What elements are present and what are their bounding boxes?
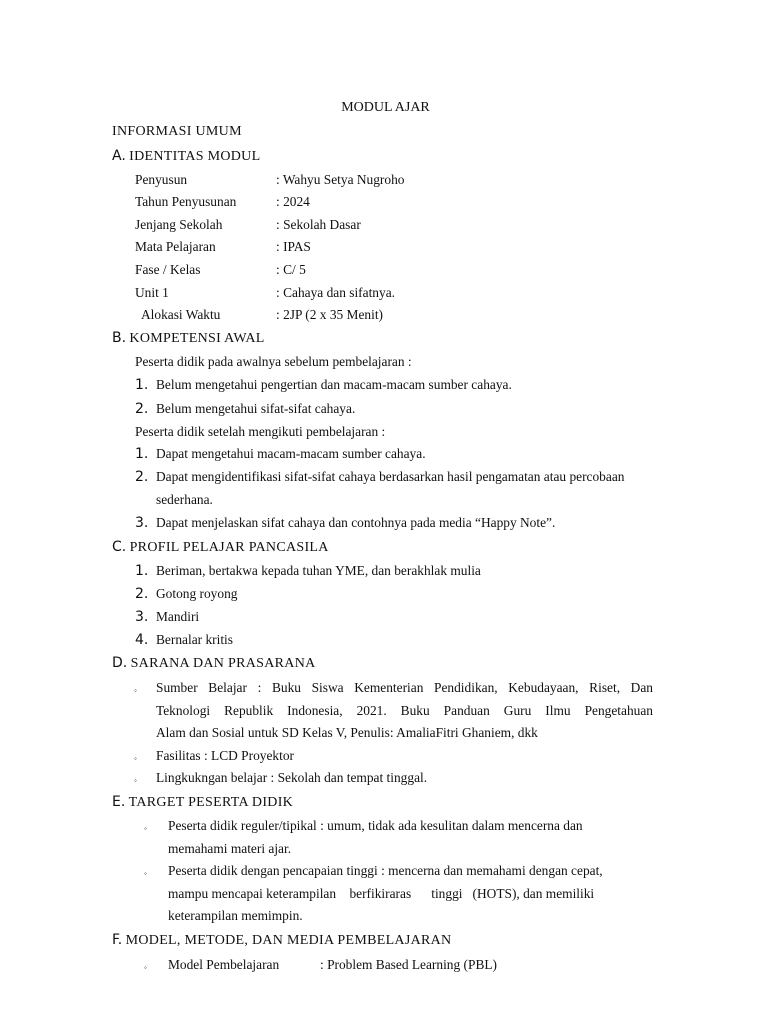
bullet-icon: ◦ — [134, 686, 137, 695]
identitas-value: : Cahaya dan sifatnya. — [276, 285, 395, 300]
list-item: Mandiri — [156, 609, 200, 624]
list-item: Dapat menjelaskan sifat cahaya dan contohnya pada media “Happy Note”. — [156, 515, 556, 530]
informasi-umum-heading: INFORMASI UMUM — [112, 124, 242, 139]
list-item: Belum mengetahui pengertian dan macam-macam sumber cahaya. — [156, 377, 512, 392]
identitas-label: Fase / Kelas — [135, 262, 201, 277]
list-item: Belum mengetahui sifat-sifat cahaya. — [156, 401, 356, 416]
list-item: Peserta didik dengan pencapaian tinggi : mencerna dan memahami dengan cepat, — [168, 863, 603, 878]
list-item: Peserta didik reguler/tipikal : umum, tidak ada kesulitan dalam mencerna dan — [168, 818, 583, 833]
list-item: Fasilitas : LCD Proyektor — [156, 748, 294, 763]
bullet-icon: ◦ — [144, 869, 147, 878]
section-letter: F. — [112, 932, 123, 948]
section-title: MODEL, METODE, DAN MEDIA PEMBELAJARAN — [125, 933, 452, 948]
section-letter: A. — [112, 148, 126, 164]
list-number: 3. — [135, 609, 149, 625]
list-item: Gotong royong — [156, 586, 238, 601]
identitas-value: : Sekolah Dasar — [276, 217, 361, 232]
model-label: Model Pembelajaran — [168, 957, 280, 972]
section-f-heading — [112, 932, 451, 949]
list-item: Lingkukngan belajar : Sekolah dan tempat tinggal. — [156, 770, 428, 785]
bullet-icon: ◦ — [134, 776, 137, 785]
list-item-continuation: sederhana. — [156, 492, 213, 507]
section-title: TARGET PESERTA DIDIK — [128, 795, 294, 810]
list-number: 1. — [135, 563, 149, 579]
identitas-value: : Wahyu Setya Nugroho — [276, 172, 405, 187]
section-title: IDENTITAS MODUL — [129, 149, 261, 164]
identitas-value: : 2024 — [276, 194, 310, 209]
section-letter: D. — [112, 655, 128, 671]
identitas-value: : IPAS — [276, 239, 311, 254]
list-number: 2. — [135, 469, 149, 485]
section-letter: E. — [112, 794, 126, 810]
list-item: Sumber Belajar : Buku Siswa Kementerian Pendidikan, Kebudayaan, Riset, Dan — [156, 680, 653, 695]
identitas-label: Penyusun — [135, 172, 188, 187]
section-title: PROFIL PELAJAR PANCASILA — [129, 540, 329, 555]
list-item: Beriman, bertakwa kepada tuhan YME, dan berakhlak mulia — [156, 563, 481, 578]
list-number: 3. — [135, 515, 149, 531]
section-title: KOMPETENSI AWAL — [129, 331, 265, 346]
identitas-value: : 2JP (2 x 35 Menit) — [276, 307, 384, 322]
list-item-continuation: keterampilan memimpin. — [168, 908, 303, 923]
list-item-continuation: Teknologi Republik Indonesia, 2021. Buku Panduan Guru Ilmu Pengetahuan — [156, 703, 653, 718]
bullet-icon: ◦ — [144, 824, 147, 833]
list-item: Dapat mengidentifikasi sifat-sifat cahaya berdasarkan hasil pengamatan atau percobaan — [156, 469, 625, 484]
list-item-continuation: Alam dan Sosial untuk SD Kelas V, Penulis: AmaliaFitri Ghaniem, dkk — [156, 725, 538, 740]
bullet-icon: ◦ — [144, 963, 147, 972]
kompetensi-intro-before: Peserta didik pada awalnya sebelum pembelajaran : — [135, 354, 412, 369]
section-d-heading — [112, 655, 316, 672]
identitas-label: Alokasi Waktu — [141, 307, 221, 322]
model-value: : Problem Based Learning (PBL) — [320, 957, 498, 972]
section-letter: B. — [112, 330, 127, 346]
bullet-icon: ◦ — [134, 754, 137, 763]
section-c-heading — [112, 539, 329, 556]
section-letter: C. — [112, 539, 127, 555]
list-item: Dapat mengetahui macam-macam sumber cahaya. — [156, 446, 426, 461]
list-item: Bernalar kritis — [156, 632, 233, 647]
list-item-continuation: mampu mencapai keterampilan berfikiraras tinggi (HOTS), dan memiliki — [168, 886, 595, 901]
list-number: 4. — [135, 632, 149, 648]
list-number: 1. — [135, 446, 149, 462]
list-item-continuation: memahami materi ajar. — [168, 841, 292, 856]
list-number: 1. — [135, 377, 149, 393]
list-number: 2. — [135, 401, 149, 417]
identitas-label: Mata Pelajaran — [135, 239, 216, 254]
section-b-heading — [112, 330, 265, 347]
kompetensi-intro-after: Peserta didik setelah mengikuti pembelajaran : — [135, 424, 386, 439]
section-e-heading — [112, 794, 293, 811]
list-number: 2. — [135, 586, 149, 602]
identitas-label: Tahun Penyusunan — [135, 194, 237, 209]
identitas-label: Unit 1 — [135, 285, 169, 300]
document-title: MODUL AJAR — [341, 100, 430, 115]
identitas-value: : C/ 5 — [276, 262, 306, 277]
section-a-heading — [112, 148, 260, 165]
identitas-label: Jenjang Sekolah — [135, 217, 223, 232]
section-title: SARANA DAN PRASARANA — [130, 656, 316, 671]
